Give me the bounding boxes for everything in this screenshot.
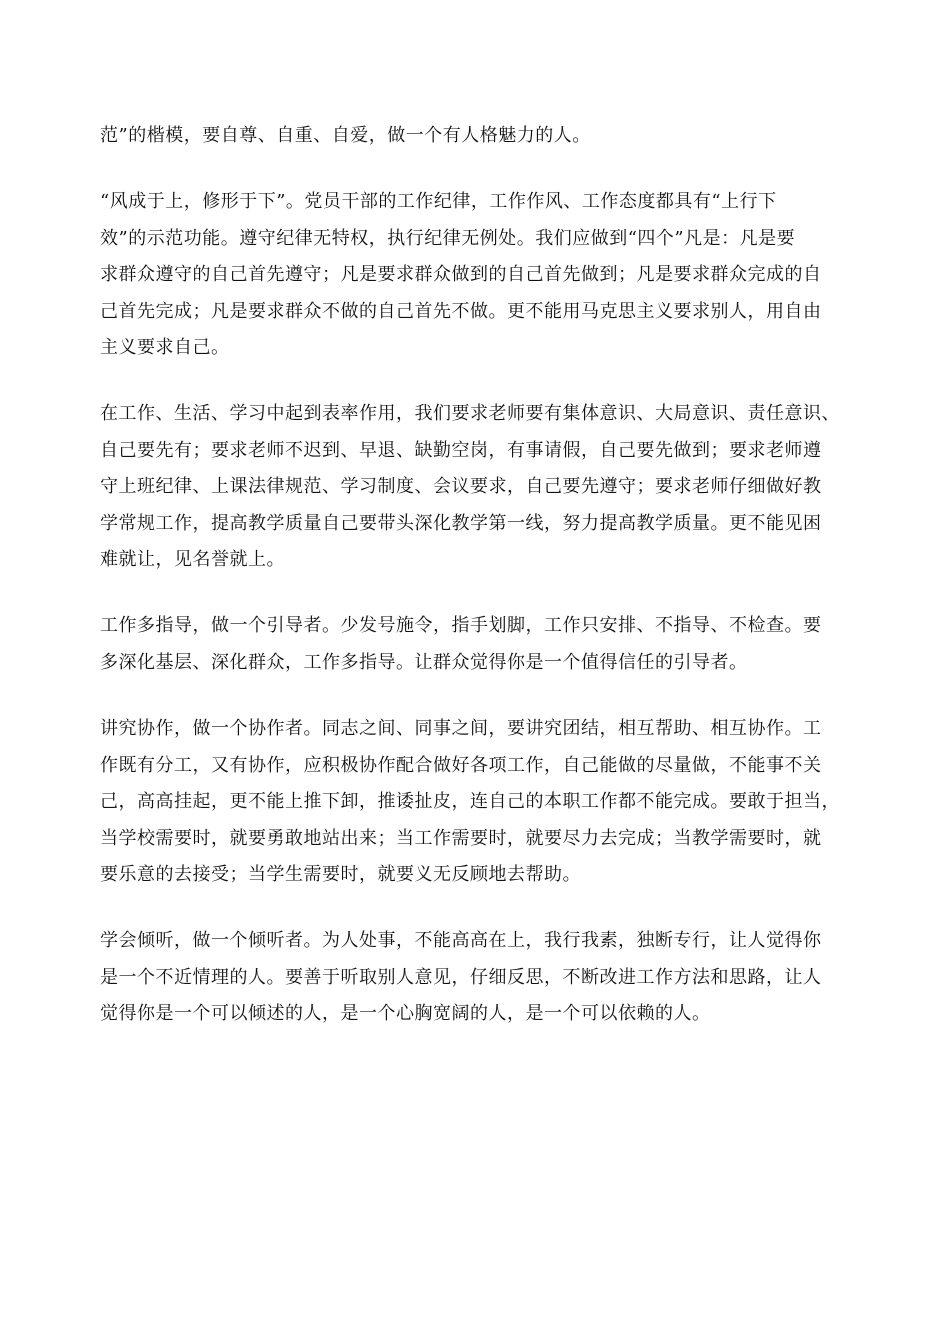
text-line: 自己要先有；要求老师不迟到、早退、缺勤空岗，有事请假，自己要先做到；要求老师遵 <box>100 439 822 461</box>
paragraph-3 <box>100 396 858 578</box>
text-line: 范”的楷模，要自尊、自重、自爱，做一个有人格魅力的人。 <box>100 125 591 146</box>
text-line: 多深化基层、深化群众，工作多指导。让群众觉得你是一个值得信任的引导者。 <box>100 651 748 673</box>
paragraph-2 <box>100 184 858 366</box>
text-line: 难就让，见名誉就上。 <box>100 549 285 571</box>
text-line: 学会倾听，做一个倾听者。为人处事，不能高高在上，我行我素，独断专行，让人觉得你 <box>100 930 822 952</box>
text-line: 守上班纪律、上课法律规范、学习制度、会议要求，自己要先遵守；要求老师仔细做好教 <box>100 476 822 498</box>
text-line: 觉得你是一个可以倾述的人，是一个心胸宽阔的人，是一个可以依赖的人。 <box>100 1003 711 1025</box>
text-line: 求群众遵守的自己首先遵守；凡是要求群众做到的自己首先做到；凡是要求群众完成的自 <box>100 264 822 286</box>
paragraph-4 <box>100 608 858 681</box>
text-line: 作既有分工，又有协作，应积极协作配合做好各项工作，自己能做的尽量做，不能事不关 <box>100 754 822 776</box>
text-line: 讲究协作，做一个协作者。同志之间、同事之间，要讲究团结，相互帮助、相互协作。工 <box>100 718 822 740</box>
paragraph-5 <box>100 711 858 893</box>
text-line: 是一个不近情理的人。要善于听取别人意见，仔细反思，不断改进工作方法和思路，让人 <box>100 966 822 988</box>
text-line: 当学校需要时，就要勇敢地站出来；当工作需要时，就要尽力去完成；当教学需要时，就 <box>100 827 822 849</box>
text-line: 己首先完成；凡是要求群众不做的自己首先不做。更不能用马克思主义要求别人，用自由 <box>100 300 822 322</box>
text-line: 要乐意的去接受；当学生需要时，就要义无反顾地去帮助。 <box>100 863 581 885</box>
text-line: 学常规工作，提高教学质量自己要带头深化教学第一线，努力提高教学质量。更不能见困 <box>100 512 822 534</box>
paragraph-6 <box>100 923 858 1032</box>
text-line: “风成于上，修形于下”。党员干部的工作纪律，工作作风、工作态度都具有“上行下 <box>100 191 777 213</box>
text-line: 在工作、生活、学习中起到表率作用，我们要求老师要有集体意识、大局意识、责任意识、 <box>100 403 840 425</box>
text-line: 效”的示范功能。遵守纪律无特权，执行纪律无例处。我们应做到“四个”凡是：凡是要 <box>100 227 796 249</box>
text-line: 主义要求自己。 <box>100 337 230 359</box>
paragraph-1 <box>100 118 858 154</box>
text-line: 工作多指导，做一个引导者。少发号施令，指手划脚，工作只安排、不指导、不检查。要 <box>100 615 822 637</box>
text-line: 己，高高挂起，更不能上推下卸，推诿扯皮，连自己的本职工作都不能完成。要敢于担当， <box>100 791 840 813</box>
